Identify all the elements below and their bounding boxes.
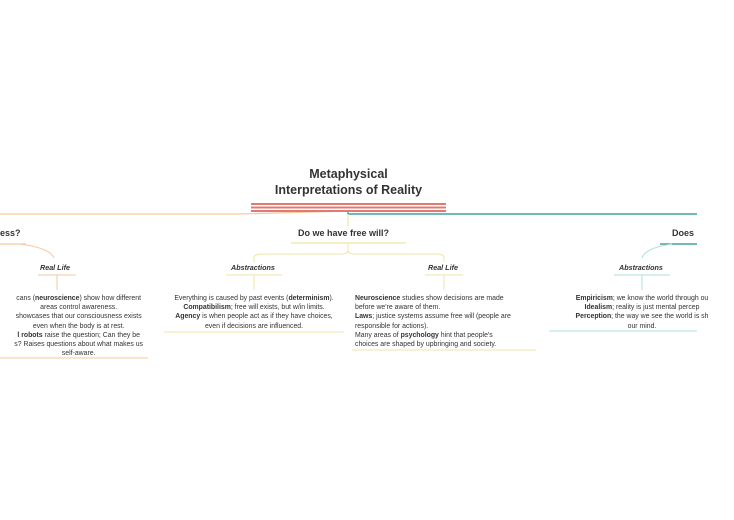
note-line — [355, 303, 511, 312]
left-real-life-label[interactable]: Real Life — [40, 263, 70, 272]
left-real-life-note[interactable] — [14, 294, 143, 358]
connector-middle-abstractions — [254, 243, 348, 262]
central-bar-1 — [251, 203, 446, 205]
middle-real-life-label[interactable]: Real Life — [428, 263, 458, 272]
bold-term: Perception — [575, 313, 612, 321]
central-bar-2 — [251, 207, 446, 209]
note-line — [14, 294, 143, 303]
connector-middle-real-life — [348, 250, 444, 262]
note-line — [164, 303, 344, 312]
connector-left-real-life — [20, 244, 54, 258]
text-segment: is when people act as if they have choices, — [200, 313, 333, 321]
note-line — [164, 312, 344, 321]
bold-term: l robots — [17, 331, 43, 339]
middle-real-life-note[interactable] — [355, 294, 511, 349]
note-line — [14, 331, 143, 340]
bold-term: Empiricism — [575, 295, 613, 302]
text-segment: cans ( — [16, 295, 36, 302]
bold-term: Compatibilism — [183, 304, 231, 312]
text-segment: our mind. — [627, 322, 657, 330]
note-line — [14, 340, 143, 349]
middle-abstractions-label[interactable]: Abstractions — [231, 263, 275, 272]
text-segment: raise the question; Can they be — [42, 331, 140, 339]
text-segment: s? Raises questions about what makes us — [14, 341, 143, 349]
text-segment: ; reality is just mental percep — [612, 304, 700, 312]
note-line — [355, 294, 511, 303]
text-segment: hint that people's — [438, 331, 493, 339]
bold-term: Neuroscience — [355, 295, 401, 302]
bold-term: Laws — [355, 313, 373, 321]
central-topic-line1: Metaphysical — [309, 167, 388, 181]
note-line — [355, 340, 511, 349]
text-segment: ) show how different — [79, 295, 142, 302]
text-segment: ; free will exists, but w/in limits. — [230, 304, 325, 312]
right-branch-title[interactable]: Does — [672, 228, 695, 238]
text-segment: areas control awareness. — [40, 304, 118, 312]
central-bar-3 — [251, 210, 446, 212]
text-segment: choices are shaped by upbringing and society. — [355, 341, 497, 349]
note-line — [355, 312, 511, 321]
note-line — [164, 294, 344, 303]
text-segment: ; the way we see the world is sh — [611, 313, 709, 321]
note-line — [14, 312, 143, 321]
note-line — [550, 312, 734, 321]
bold-term: Idealism — [584, 304, 613, 312]
bold-term: psychology — [400, 331, 439, 339]
central-topic[interactable] — [250, 166, 447, 198]
text-segment: studies show decisions are made — [400, 295, 504, 302]
left-branch-title[interactable]: ess? — [0, 228, 21, 238]
middle-abstractions-note[interactable] — [164, 294, 344, 331]
note-line — [14, 303, 143, 312]
note-line — [355, 322, 511, 331]
text-segment: before we're aware of them. — [355, 304, 441, 312]
note-line — [164, 322, 344, 331]
note-line — [355, 331, 511, 340]
note-line — [550, 294, 734, 303]
text-segment: ; we know the world through ou — [612, 295, 709, 302]
text-segment: even when the body is at rest. — [32, 322, 125, 330]
text-segment: self-aware. — [61, 350, 96, 358]
text-segment: showcases that our consciousness exists — [15, 313, 142, 321]
text-segment: responsible for actions). — [355, 322, 429, 330]
right-abstractions-label[interactable]: Abstractions — [619, 263, 663, 272]
text-segment: Many areas of — [355, 331, 401, 339]
right-abstractions-note[interactable] — [550, 294, 734, 331]
bold-term: determinism — [288, 295, 330, 302]
bold-term: neuroscience — [35, 295, 80, 302]
note-line — [14, 349, 143, 358]
text-segment: Everything is caused by past events ( — [174, 295, 289, 302]
central-topic-line2: Interpretations of Reality — [274, 183, 423, 197]
text-segment: ; justice systems assume free will (people are — [372, 313, 511, 321]
middle-branch-title[interactable]: Do we have free will? — [298, 228, 390, 238]
note-line — [550, 322, 734, 331]
text-segment: even if decisions are influenced. — [204, 322, 304, 330]
text-segment: ). — [329, 295, 334, 302]
note-line — [550, 303, 734, 312]
connector-right-abstractions — [642, 244, 672, 258]
bold-term: Agency — [175, 313, 201, 321]
note-line — [14, 322, 143, 331]
